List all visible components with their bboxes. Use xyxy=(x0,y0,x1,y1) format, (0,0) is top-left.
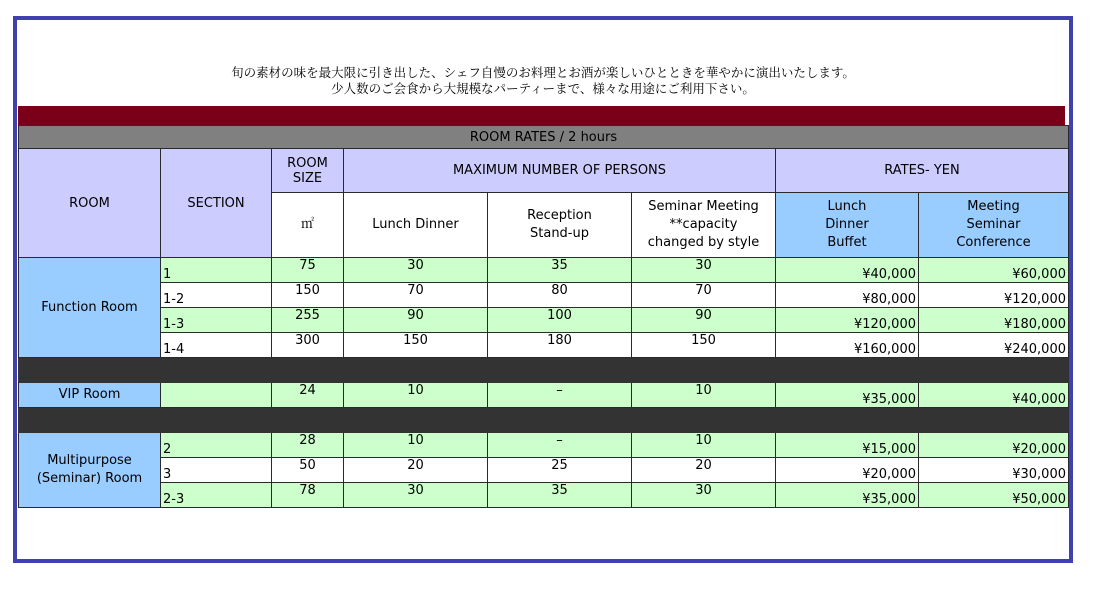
cell-size: 75 xyxy=(272,258,344,283)
cell-rate-a: ¥35,000 xyxy=(776,483,919,508)
header-section: SECTION xyxy=(161,149,272,258)
room-vip: VIP Room xyxy=(19,383,161,408)
cell-rate-b: ¥20,000 xyxy=(919,433,1069,458)
cell-seminar: 10 xyxy=(632,383,776,408)
table-row xyxy=(19,258,1069,283)
cell-rate-a: ¥160,000 xyxy=(776,333,919,358)
header-reception-line1: Reception xyxy=(527,208,592,223)
cell-reception: 35 xyxy=(488,258,632,283)
cell-size: 255 xyxy=(272,308,344,333)
cell-seminar: 30 xyxy=(632,258,776,283)
header-seminar-line3: changed by style xyxy=(647,235,760,250)
cell-rate-b: ¥50,000 xyxy=(919,483,1069,508)
cell-rate-a: ¥35,000 xyxy=(776,383,919,408)
cell-reception: 25 xyxy=(488,458,632,483)
cell-reception: – xyxy=(488,433,632,458)
header-rate-buffet xyxy=(776,193,919,258)
cell-rate-b: ¥60,000 xyxy=(919,258,1069,283)
header-seminar-line2: **capacity xyxy=(669,217,738,232)
cell-seminar: 90 xyxy=(632,308,776,333)
room-multipurpose-line2: (Seminar) Room xyxy=(36,471,143,486)
cell-size: 78 xyxy=(272,483,344,508)
table-row xyxy=(19,458,1069,483)
cell-size: 28 xyxy=(272,433,344,458)
table-row xyxy=(19,433,1069,458)
table-row xyxy=(19,283,1069,308)
intro-line-2: 少人数のご会食から大規模なパーティーまで、様々な用途にご利用下さい。 xyxy=(331,81,755,96)
cell-section: 1-4 xyxy=(161,333,272,358)
cell-section: 2-3 xyxy=(161,483,272,508)
header-room-size xyxy=(272,149,344,193)
header-unit: ㎡ xyxy=(272,193,344,258)
cell-rate-a: ¥20,000 xyxy=(776,458,919,483)
cell-lunch: 90 xyxy=(344,308,488,333)
room-multipurpose-line1: Multipurpose xyxy=(47,453,132,468)
cell-lunch: 150 xyxy=(344,333,488,358)
room-rates-table xyxy=(18,125,1069,508)
cell-reception: 180 xyxy=(488,333,632,358)
header-lunch-dinner: Lunch Dinner xyxy=(344,193,488,258)
table-row xyxy=(19,483,1069,508)
cell-seminar: 10 xyxy=(632,433,776,458)
header-seminar-line1: Seminar Meeting xyxy=(648,199,759,214)
cell-size: 150 xyxy=(272,283,344,308)
cell-size: 50 xyxy=(272,458,344,483)
header-rate-b-line2: Seminar xyxy=(966,217,1021,232)
cell-section: 1 xyxy=(161,258,272,283)
header-rate-b-line1: Meeting xyxy=(967,199,1020,214)
cell-reception: – xyxy=(488,383,632,408)
header-reception-line2: Stand-up xyxy=(530,226,589,241)
cell-seminar: 150 xyxy=(632,333,776,358)
cell-rate-b: ¥40,000 xyxy=(919,383,1069,408)
cell-rate-b: ¥120,000 xyxy=(919,283,1069,308)
cell-reception: 80 xyxy=(488,283,632,308)
header-room: ROOM xyxy=(19,149,161,258)
cell-rate-b: ¥180,000 xyxy=(919,308,1069,333)
cell-rate-a: ¥120,000 xyxy=(776,308,919,333)
table-row xyxy=(19,333,1069,358)
header-rate-a-line2: Dinner xyxy=(825,217,869,232)
cell-rate-b: ¥30,000 xyxy=(919,458,1069,483)
separator-row xyxy=(19,358,1069,383)
header-rate-b-line3: Conference xyxy=(956,235,1031,250)
separator-row xyxy=(19,408,1069,433)
cell-reception: 100 xyxy=(488,308,632,333)
room-function: Function Room xyxy=(19,258,161,358)
cell-seminar: 30 xyxy=(632,483,776,508)
cell-lunch: 30 xyxy=(344,258,488,283)
cell-section: 1-2 xyxy=(161,283,272,308)
cell-size: 24 xyxy=(272,383,344,408)
header-rate-conference xyxy=(919,193,1069,258)
header-room-size-line2: SIZE xyxy=(292,170,323,186)
cell-section xyxy=(161,383,272,408)
header-seminar xyxy=(632,193,776,258)
cell-lunch: 30 xyxy=(344,483,488,508)
cell-rate-a: ¥15,000 xyxy=(776,433,919,458)
header-room-size-line1: ROOM xyxy=(287,155,328,171)
header-rate-a-line3: Buffet xyxy=(827,235,867,250)
header-rates: RATES- YEN xyxy=(776,149,1069,193)
cell-section: 1-3 xyxy=(161,308,272,333)
cell-rate-a: ¥40,000 xyxy=(776,258,919,283)
cell-lunch: 70 xyxy=(344,283,488,308)
cell-section: 2 xyxy=(161,433,272,458)
table-row xyxy=(19,383,1069,408)
cell-lunch: 20 xyxy=(344,458,488,483)
cell-seminar: 70 xyxy=(632,283,776,308)
cell-seminar: 20 xyxy=(632,458,776,483)
intro-line-1: 旬の素材の味を最大限に引き出した、シェフ自慢のお料理とお酒が楽しいひとときを華やかに演出いたします。 xyxy=(231,65,855,80)
room-multipurpose xyxy=(19,433,161,508)
cell-lunch: 10 xyxy=(344,383,488,408)
cell-lunch: 10 xyxy=(344,433,488,458)
table-row xyxy=(19,308,1069,333)
accent-bar xyxy=(18,106,1065,125)
document-frame xyxy=(13,16,1073,563)
cell-section: 3 xyxy=(161,458,272,483)
cell-reception: 35 xyxy=(488,483,632,508)
cell-rate-b: ¥240,000 xyxy=(919,333,1069,358)
cell-rate-a: ¥80,000 xyxy=(776,283,919,308)
header-rate-a-line1: Lunch xyxy=(827,199,867,214)
table-title: ROOM RATES / 2 hours xyxy=(19,126,1069,149)
cell-size: 300 xyxy=(272,333,344,358)
header-reception xyxy=(488,193,632,258)
header-max-persons: MAXIMUM NUMBER OF PERSONS xyxy=(344,149,776,193)
